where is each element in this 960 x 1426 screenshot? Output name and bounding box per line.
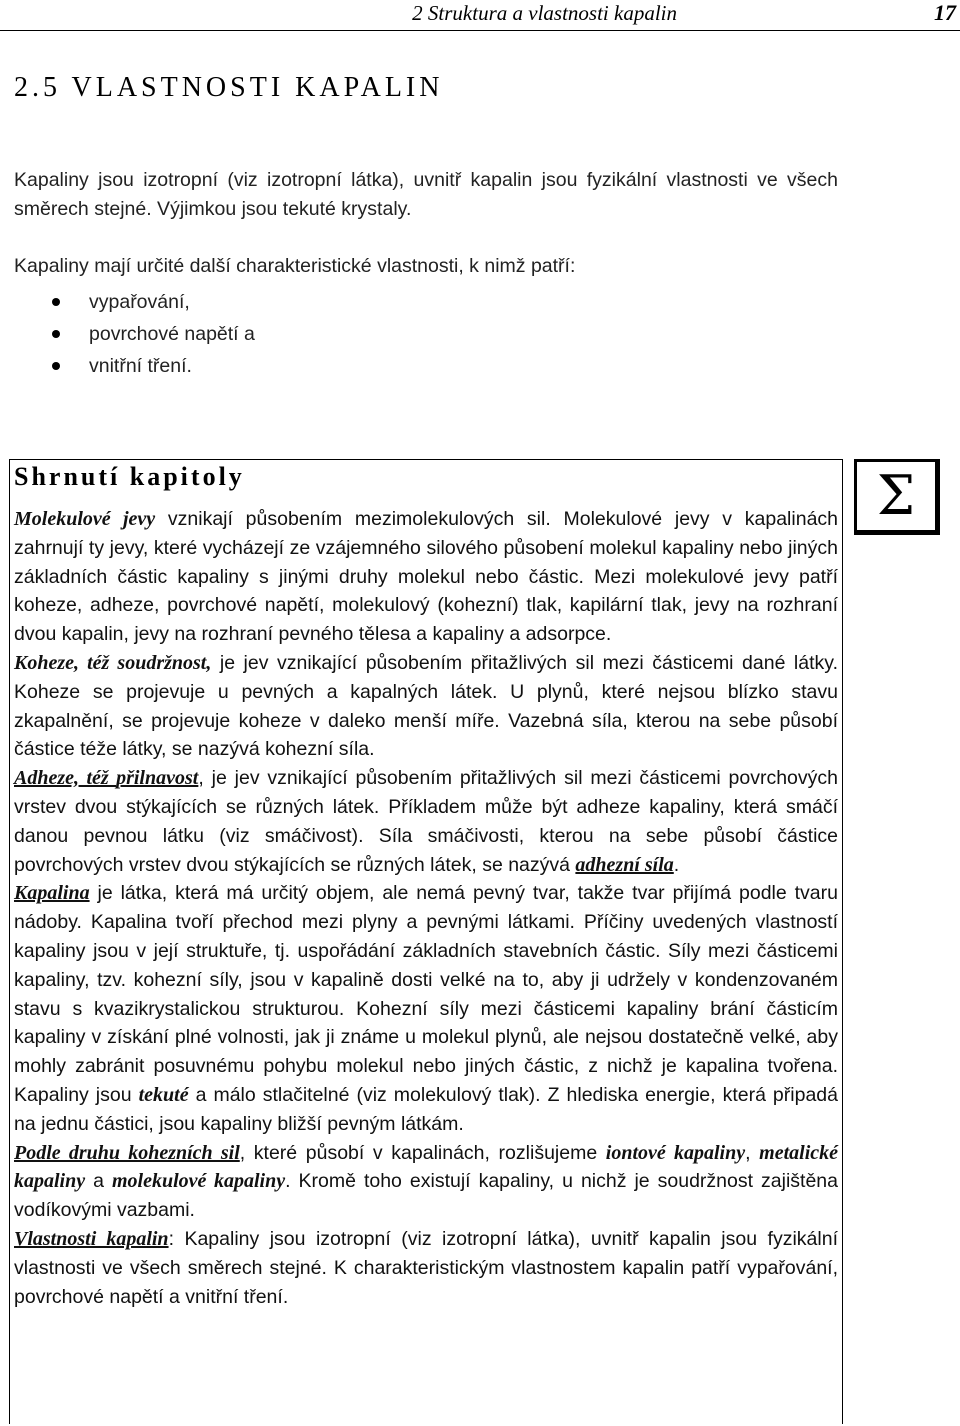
term: molekulové kapaliny xyxy=(111,1170,286,1193)
term: metalické kapaliny xyxy=(14,1141,839,1193)
term: tekuté xyxy=(138,1083,189,1106)
summary-paragraph: Koheze, též soudržnost, je jev vznikající působením přitažlivých sil mezi částicemi dané látky. Koheze se projevuje u pevných a kapalných látek. U plynů, které nejsou blízko stavu zkapalnění, se projevuje koheze v daleko menší míře. Vazebná síla, kterou na sebe působí částice téže látky, se nazývá kohezní síla. xyxy=(14,651,838,761)
term: Kapalina xyxy=(14,882,90,905)
summary-paragraph: Kapalina je látka, která má určitý objem, ale nemá pevný tvar, takže tvar přijímá podle tvaru nádoby. Kapalina tvoří přechod mezi plyny a pevnými látkami. Příčiny uvedených vlastností kapaliny jsou v její struktuře, tj. uspořádání základních stavebních částic. Síly mezi částicemi kapaliny, tzv. kohezní síly, jsou v kapalině dosti velké na to, aby ji udržely v kondenzovaném stavu s kvazikrystalickou strukturou. Kohezní síly mezi částicemi kapaliny brání částicím kapaliny v získání plné volnosti, jak ji známe u molekul plynů, ale nejsou dostatečně velké, aby mohly zabránit posuvnému pohybu molekul nebo jiných částic, z nichž je kapalina tvořena. Kapaliny jsou tekuté a málo stlačitelné (viz molekulový tlak). Z hlediska energie, která připadá na jednu částici, jsou kapaliny bližší pevným látkám. xyxy=(14,882,838,1135)
page-number: 17 xyxy=(934,0,956,25)
intro-paragraph: Kapaliny jsou izotropní (viz izotropní látka), uvnitř kapalin jsou fyzikální vlastnosti ve všech směrech stejné. Výjimkou jsou tekuté krystaly. xyxy=(14,169,838,220)
list-item: povrchové napětí a xyxy=(0,318,255,350)
term: Podle druhu kohezních sil xyxy=(14,1141,240,1164)
summary-paragraph: Molekulové jevy vznikají působením mezimolekulových sil. Molekulové jevy v kapalinách zahrnují ty jevy, které vycházejí ze vzájemného silového působení molekul kapaliny nebo jiných základních částic kapaliny s jinými druhy molekul nebo částic. Mezi molekulové jevy patří koheze, adheze, povrchové napětí, molekulový (kohezní) tlak, kapilární tlak, jevy na rozhraní dvou kapalin, jevy na rozhraní pevného tělesa a kapaliny a adsorpce. xyxy=(14,508,839,646)
summary-title: Shrnutí kapitoly xyxy=(14,462,245,491)
term: adhezní síla xyxy=(575,853,674,876)
running-title: 2 Struktura a vlastnosti kapalin xyxy=(412,1,677,25)
bullet-icon xyxy=(52,362,60,370)
summary-paragraph: Adheze, též přilnavost, je jev vznikající působením přitažlivých sil mezi částicemi povrchových vrstev dvou stýkajících se různých látek. Příkladem může být adheze kapaliny, která smáčí danou pevnou látku (viz smáčivost). Síla smáčivosti, kterou na sebe působí částice povrchových vrstev dvou stýkajících se různých látek, se nazývá adhezní síla. xyxy=(14,767,838,876)
list-item: vypařování, xyxy=(0,286,255,318)
summary-paragraph: Podle druhu kohezních sil, které působí v kapalinách, rozlišujeme iontové kapaliny, metalické kapaliny a molekulové kapaliny. Kromě toho existují kapaliny, u nichž je soudržnost zajištěna vodíkovými vazbami. xyxy=(14,1141,839,1222)
term: Koheze, též soudržnost, xyxy=(14,651,212,674)
sigma-icon: Σ xyxy=(854,459,940,535)
bullet-icon xyxy=(52,330,60,338)
term: přilnavost xyxy=(116,767,199,790)
section-title: 2.5 VLASTNOSTI KAPALIN xyxy=(14,72,444,103)
term: iontové kapaliny xyxy=(605,1141,746,1164)
summary-body xyxy=(14,505,838,1311)
properties-intro: Kapaliny mají určité další charakteristické vlastnosti, k nimž patří: xyxy=(14,255,576,277)
term: Molekulové jevy xyxy=(14,508,156,530)
term: Adheze, xyxy=(14,767,79,790)
properties-list xyxy=(0,286,255,382)
bullet-icon xyxy=(52,298,60,306)
page-header xyxy=(0,0,960,31)
summary-paragraph: Vlastnosti kapalin: Kapaliny jsou izotropní (viz izotropní látka), uvnitř kapalin jsou fyzikální vlastnosti ve všech směrech stejné. K charakteristickým vlastnostem kapalin patří vypařování, povrchové napětí a vnitřní tření. xyxy=(14,1227,838,1308)
list-item: vnitřní tření. xyxy=(0,350,255,382)
term: Vlastnosti kapalin xyxy=(14,1227,169,1250)
